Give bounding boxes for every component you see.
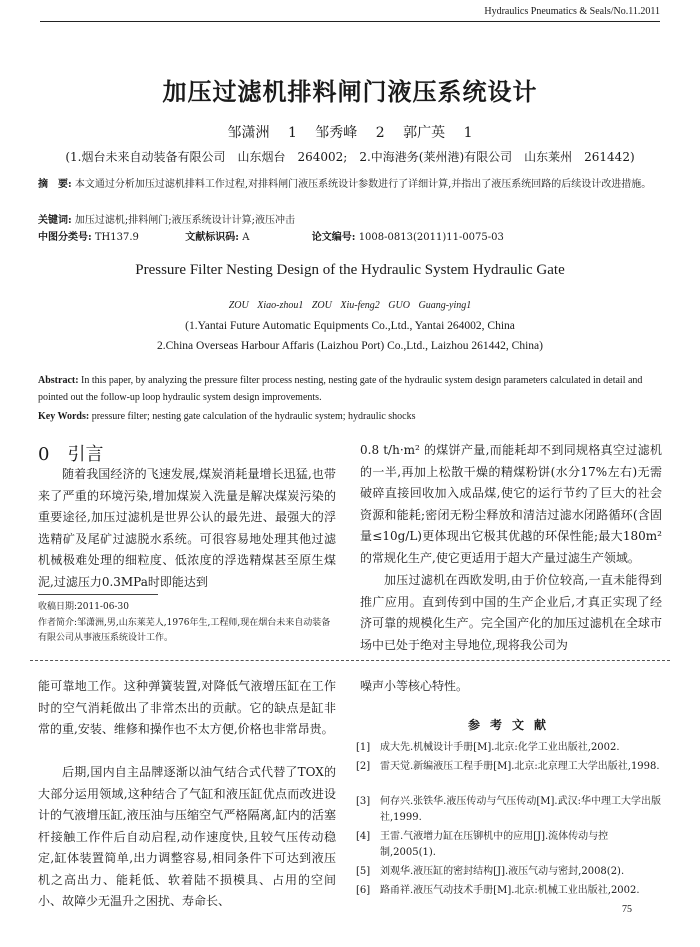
left-column-paragraph: 随着我国经济的飞速发展,煤炭消耗量增长迅猛,也带来了严重的环境污染,增加煤炭入洗量是解决煤炭污染的重要途径,加压过滤机是世界公认的最先进、最强大的浮选精矿及尾矿过滤脱水系统。可很容易地处理其他过滤机械极难处理的细粒度、低浓度的浮选精煤甚至原生煤泥,过滤压力0.3MPa时即能达到 [38,467,336,589]
paper-title-cn: 加压过滤机排料闸门液压系统设计 [162,77,538,106]
section-divider [30,660,670,661]
reference-item [356,759,662,775]
reference-text: 王雷.气液增力缸在压铆机中的应用[J].流体传动与控制,2005(1). [380,831,609,858]
affiliation-en-1: (1.Yantai Future Automatic Equipments Co.,Ltd., Yantai 264002, China [185,320,515,332]
bottom-left-paragraph-1: 能可靠地工作。这种弹簧装置,对降低气液增压缸在工作时的空气消耗做出了非常杰出的贡献。它的缺点是缸非常的重,安装、维修和操作也不太方便,价格也非常昂贵。 [38,679,336,736]
abstract-cn [38,176,664,193]
keywords-cn-label: 关键词: [38,215,72,226]
keywords-cn [38,212,664,229]
reference-text: 何存兴.张铁华.液压传动与气压传动[M].武汉:华中理工大学出版社,1999. [380,796,661,823]
doc-code-label: 文献标识码: [185,232,239,243]
paper-title-en: Pressure Filter Nesting Design of the Hydraulic System Hydraulic Gate [135,262,565,278]
right-column-paragraph-1: 0.8 t/h·m² 的煤饼产量,而能耗却不到同规格真空过滤机的一半,再加上松散干燥的精煤粉饼(水分17%左右)无需破碎直接回收加入成品煤,使它的运行节约了巨大的社会资源和能耗;密闭无粉尘释放和清洁过滤水闭路循环(含固量≤10g/L)更体现出它极其优越的环保性能;最大180m²的常规化生产,使它更适用于超大产量过滤生产领域。 [360,443,662,565]
page-number: 75 [622,904,632,915]
keywords-en [38,408,664,425]
classification-line [38,229,664,246]
doc-code-value: A [242,232,250,243]
reference-number: [3] [356,796,371,807]
affiliations-cn: (1.烟台未来自动装备有限公司 山东烟台 264002; 2.中海港务(莱州港)有限公司 山东莱州 261442) [65,150,635,164]
footnote-rule [38,594,158,595]
keywords-cn-text: 加压过滤机;排料闸门;液压系统设计计算;液压冲击 [74,215,295,226]
reference-number: [4] [356,831,371,842]
abstract-en [38,372,664,406]
reference-item [356,864,662,880]
abstract-en-text: In this paper, by analyzing the pressure filter process nesting, nesting gate of the hydraulic system design parameters calculated in detail and pointed out the follow-up loop hydraulic system design improvements. [38,375,643,403]
abstract-en-label: Abstract: [38,375,79,386]
references-heading: 参考文献 [467,718,556,732]
reference-item [356,883,662,899]
journal-header: Hydraulics Pneumatics & Seals/No.11.2011 [484,6,660,17]
right-column-paragraph-2: 加压过滤机在西欧发明,由于价位较高,一直未能得到推广应用。直到传到中国的生产企业后,才真正实现了经济可靠的规模化生产。完全国产化的加压过滤机在全球市场中已处于绝对主导地位,现将我公司为 [360,573,662,652]
keywords-en-text: pressure filter; nesting gate calculation of the hydraulic system; hydraulic shocks [91,411,416,422]
reference-text: 雷天觉.新编液压工程手册[M].北京:北京理工大学出版社,1998. [380,761,660,772]
abstract-cn-text: 本文通过分析加压过滤机排料工作过程,对排料闸门液压系统设计参数进行了详细计算,并指出了液压系统回路的后续设计改进措施。 [74,179,652,190]
affiliation-en-2: 2.China Overseas Harbour Affaris (Laizhou Port) Co.,Ltd., Laizhou 261442, China) [157,340,543,352]
article-no-value: 1008-0813(2011)11-0075-03 [358,232,504,243]
header-rule [40,21,660,22]
footnote-bio: 作者简介:邹潇洲,男,山东莱芜人,1976年生,工程师,现在烟台未来自动装备有限公司从事液压系统设计工作。 [38,618,331,643]
reference-number: [2] [356,761,371,772]
reference-text: 路甬祥.液压气动技术手册[M].北京:机械工业出版社,2002. [380,885,640,896]
clc-label: 中图分类号: [38,232,92,243]
reference-number: [5] [356,866,371,877]
article-no-label: 论文编号: [311,232,356,243]
reference-item [356,740,662,756]
bottom-right-paragraph: 噪声小等核心特性。 [360,679,469,693]
reference-item [356,794,662,826]
bottom-left-paragraph-2: 后期,国内自主品牌逐渐以油气结合式代替了TOX的大部分运用领域,这种结合了气缸和液压缸优点而改进设计的气液增压缸,液压油与压缩空气严格隔离,缸内的活塞杆接触工作件后自动启程,动作速度快,且较气压传动稳定,缸体装置简单,出力调整容易,相同条件下可达到液压机之高出力、能耗低、软着陆不损模具、占用的空间小、故障少无温升之困扰、寿命长、 [38,765,336,908]
section-heading-intro: 0 引言 [38,444,104,465]
keywords-en-label: Key Words: [38,411,90,422]
abstract-cn-label: 摘 要: [38,179,72,190]
reference-number: [6] [356,885,371,896]
reference-text: 刘观华.液压缸的密封结构[J].液压气动与密封,2008(2). [380,866,625,877]
footnote-received: 收稿日期:2011-06-30 [38,602,129,612]
authors-cn: 邹潇洲 1 邹秀峰 2 郭广英 1 [227,125,473,141]
clc-value: TH137.9 [94,232,139,243]
reference-item [356,829,662,861]
reference-number: [1] [356,742,371,753]
authors-en: ZOU Xiao-zhou1 ZOU Xiu-feng2 GUO Guang-ying1 [228,300,472,311]
reference-text: 成大先.机械设计手册[M].北京:化学工业出版社,2002. [380,742,620,753]
